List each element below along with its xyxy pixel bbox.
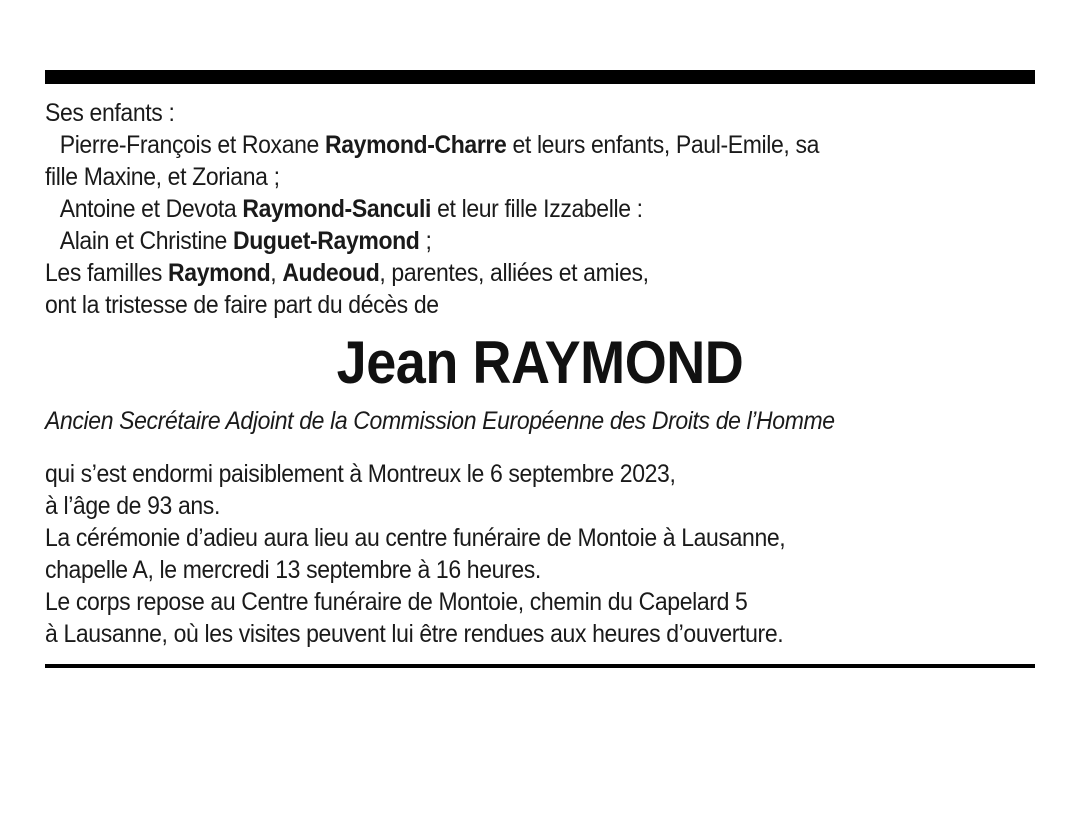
child1-names: Pierre-François et Roxane [59, 131, 319, 159]
child2-names: Antoine et Devota [59, 195, 237, 223]
child3-surname: Duguet-Raymond [232, 227, 420, 255]
child1-line [45, 129, 1035, 161]
intro-line: Ses enfants : [45, 99, 175, 127]
details-line-5: Le corps repose au Centre funéraire de Montoie, chemin du Capelard 5 [45, 588, 748, 616]
families-prefix: Les familles [45, 259, 163, 287]
child3-line [45, 225, 1035, 257]
details-line-2: à l’âge de 93 ans. [45, 492, 220, 520]
child1-rest: et leurs enfants, Paul-Emile, sa [512, 131, 820, 159]
families-rest: , parentes, alliées et amies, [379, 259, 649, 287]
deceased-title: Ancien Secrétaire Adjoint de la Commission Européenne des Droits de l’Homme [45, 407, 835, 435]
announce-line: ont la tristesse de faire part du décès de [45, 291, 439, 319]
child2-rest: et leur fille Izzabelle : [437, 195, 643, 223]
child1-line-cont: fille Maxine, et Zoriana ; [45, 163, 280, 191]
details-section [45, 458, 1035, 650]
details-line-6: à Lausanne, où les visites peuvent lui être rendues aux heures d’ouverture. [45, 620, 784, 648]
family-name-audeoud: Audeoud [282, 259, 380, 287]
details-line-4: chapelle A, le mercredi 13 septembre à 16 heures. [45, 556, 541, 584]
child3-rest: ; [425, 227, 432, 255]
child2-surname: Raymond-Sanculi [242, 195, 432, 223]
bottom-rule [45, 664, 1035, 668]
details-line-1: qui s’est endormi paisiblement à Montreux le 6 septembre 2023, [45, 460, 676, 488]
obituary-notice [45, 70, 1035, 668]
child2-line [45, 193, 1035, 225]
family-name-raymond: Raymond [168, 259, 271, 287]
families-sep: , [270, 259, 277, 287]
child1-surname: Raymond-Charre [324, 131, 507, 159]
child3-names: Alain et Christine [59, 227, 227, 255]
deceased-name: Jean RAYMOND [336, 329, 744, 396]
top-rule [45, 70, 1035, 84]
families-line [45, 257, 1035, 289]
details-line-3: La cérémonie d’adieu aura lieu au centre funéraire de Montoie à Lausanne, [45, 524, 786, 552]
family-section [45, 97, 1035, 321]
